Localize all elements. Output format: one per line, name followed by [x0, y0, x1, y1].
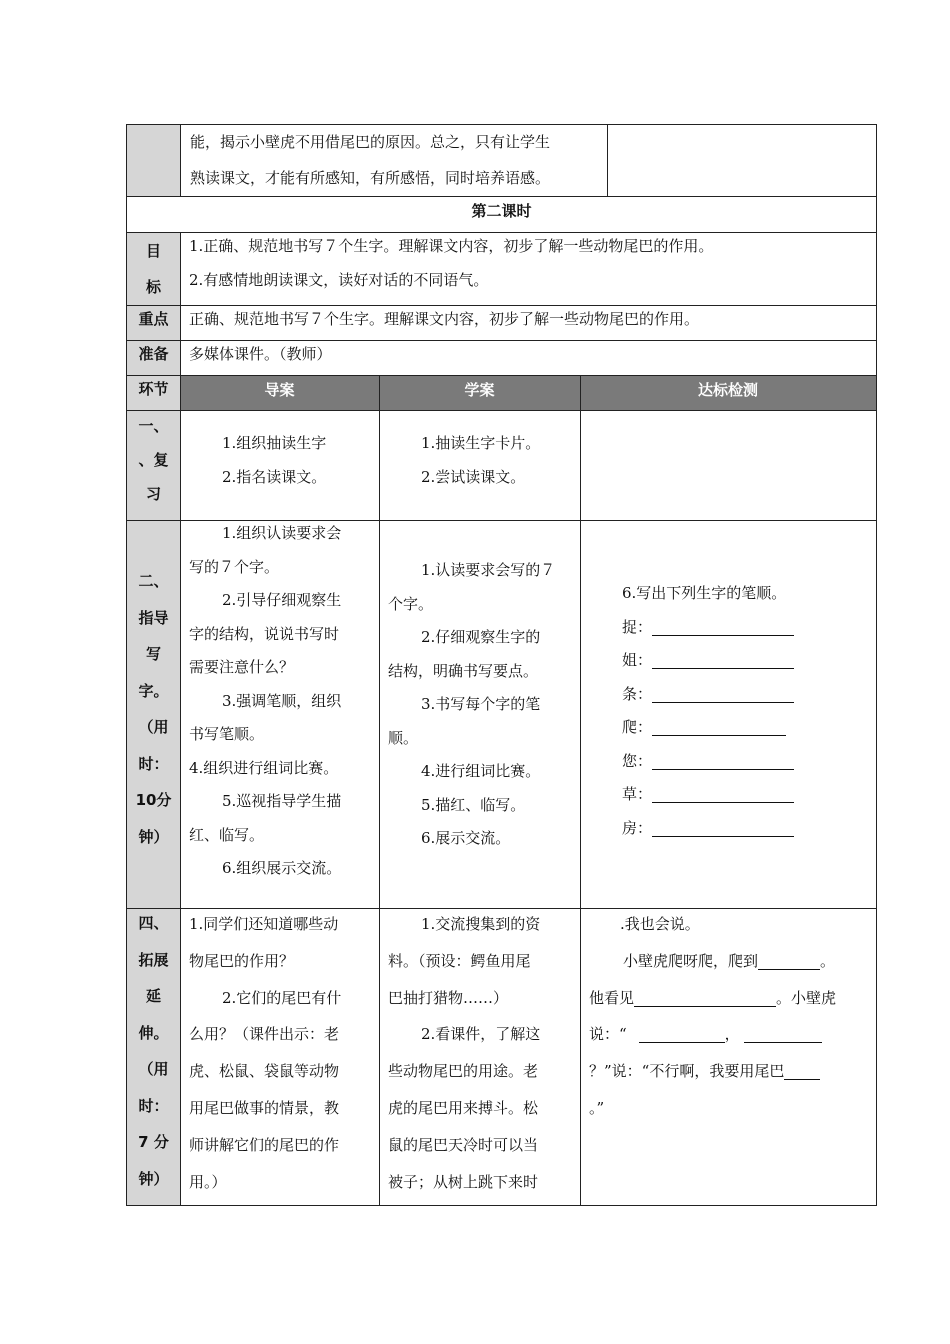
row2-label-line: 时：: [138, 754, 169, 773]
row2-guide: [189, 517, 341, 886]
row3-label: [127, 905, 180, 1197]
guide-line: 书写笔顺。: [189, 725, 265, 743]
row1-label-line: 一、: [138, 417, 169, 435]
goal-label-char: 目: [145, 242, 161, 260]
study-line: 6.展示交流。: [421, 829, 511, 847]
row2-label-line: 二、: [138, 572, 169, 590]
study-line: 5.描红、临写。: [421, 795, 526, 814]
study-line: 鼠的尾巴天冷时可以当: [388, 1135, 539, 1154]
check-text: ，: [724, 1025, 740, 1044]
answer-blank[interactable]: [758, 951, 820, 970]
goal-label: [127, 233, 180, 305]
study-line: 被子；从树上跳下来时: [388, 1172, 539, 1191]
answer-blank[interactable]: [652, 784, 794, 803]
check-line: [589, 943, 836, 980]
stroke-char: 您：: [622, 751, 653, 770]
answer-blank[interactable]: [744, 1024, 822, 1043]
goal-line: 2.有感情地朗读课文，读好对话的不同语气。: [189, 271, 489, 289]
guide-line: 3.强调笔顺，组织: [222, 691, 342, 710]
answer-blank[interactable]: [652, 684, 794, 703]
check-line: .我也会说。: [620, 915, 700, 933]
check-header: 达标检测: [697, 381, 758, 399]
study-line: 2.仔细观察生字的: [421, 628, 541, 646]
row3-label-line: 延: [145, 987, 161, 1005]
prep-label: 准备: [138, 345, 169, 363]
goal-label-char: 标: [145, 278, 161, 296]
row1-study: [388, 427, 540, 494]
guide-header: 导案: [264, 381, 295, 399]
text-line: 熟读课文，才能有所感知，有所感悟，同时培养语感。: [190, 169, 551, 187]
stroke-order-item: [622, 778, 794, 812]
stroke-char: 条：: [622, 684, 653, 703]
answer-blank[interactable]: [652, 717, 786, 736]
study-line: 些动物尾巴的用途。老: [388, 1062, 539, 1081]
study-line: 3.书写每个字的笔: [421, 695, 541, 713]
stroke-char: 爬：: [622, 718, 653, 736]
guide-line: 红、临写。: [189, 825, 265, 844]
answer-blank[interactable]: [652, 617, 794, 636]
row2-study: [388, 554, 555, 856]
row3-label-line: 拓展: [138, 950, 169, 969]
row2-label-line: 钟）: [138, 827, 169, 846]
check-title: 6.写出下列生字的笔顺。: [622, 584, 787, 602]
stroke-order-item: [622, 678, 794, 712]
stroke-order-item: [622, 644, 794, 678]
row2-label-line: 指导: [138, 608, 169, 627]
text-line: 能，揭示小壁虎不用借尾巴的原因。总之，只有让学生: [190, 133, 551, 151]
guide-line: 需要注意什么？: [189, 658, 295, 676]
stroke-char: 捉：: [622, 617, 653, 636]
guide-line: 么用？（课件出示：老: [189, 1025, 340, 1044]
study-line: 料。（预设：鳄鱼用尾: [388, 951, 531, 970]
study-line: 2.看课件，了解这: [421, 1025, 541, 1044]
check-text: 小壁虎爬呀爬，爬到: [623, 951, 759, 970]
stroke-order-item: [622, 745, 794, 779]
row1-label: [127, 409, 180, 511]
guide-line: 用尾巴做事的情景，教: [189, 1098, 340, 1117]
stroke-order-item: [622, 611, 794, 645]
key-point-text: 正确、规范地书写７个生字。理解课文内容，初步了解一些动物尾巴的作用。: [189, 310, 700, 328]
study-line: 1.交流搜集到的资: [421, 915, 541, 933]
answer-blank[interactable]: [652, 751, 794, 770]
row2-label-line: （用: [138, 718, 169, 736]
row3-guide: [189, 906, 341, 1200]
answer-blank[interactable]: [634, 988, 776, 1007]
check-text: ？”说：“不行啊，我要用尾巴: [589, 1062, 785, 1081]
guide-line: 用。）: [189, 1172, 227, 1191]
study-line: 4.进行组词比赛。: [421, 762, 541, 780]
row3-check: [589, 906, 836, 1127]
guide-line: 字的结构，说说书写时: [189, 624, 340, 643]
row2-label-line: 10分: [135, 791, 172, 809]
study-line: 个字。: [388, 594, 434, 613]
guide-line: 写的７个字。: [189, 557, 280, 576]
answer-blank[interactable]: [784, 1061, 820, 1080]
goal-line: 1.正确、规范地书写７个生字。理解课文内容，初步了解一些动物尾巴的作用。: [189, 237, 714, 255]
goal-text: [189, 229, 713, 297]
row2-check: [622, 577, 794, 845]
key-point-label: 重点: [138, 310, 169, 328]
row1-guide: [189, 427, 326, 494]
guide-line: 物尾巴的作用？: [189, 951, 295, 970]
guide-line: 2.引导仔细观察生: [222, 591, 342, 609]
stroke-char: 草：: [622, 785, 653, 803]
guide-line: 1.组织抽读生字: [222, 434, 327, 452]
answer-blank[interactable]: [652, 818, 794, 837]
guide-line: 1.同学们还知道哪些动: [189, 915, 339, 933]
guide-line: 4.组织进行组词比赛。: [189, 758, 339, 777]
row1-label-line: 习: [145, 485, 161, 503]
guide-line: 师讲解它们的尾巴的作: [189, 1135, 340, 1154]
row1-label-line: 、复: [138, 451, 169, 469]
row2-label-line: 写: [145, 645, 161, 663]
check-text: 。: [820, 951, 836, 970]
row3-label-line: （用: [138, 1060, 169, 1078]
row3-label-line: 钟）: [138, 1169, 169, 1188]
guide-line: 2.指名读课文。: [222, 467, 327, 486]
row3-study: [388, 906, 540, 1200]
stroke-char: 房：: [622, 818, 653, 837]
row3-label-line: 时：: [138, 1096, 169, 1115]
check-text: 。小壁虎: [776, 988, 837, 1007]
row2-label-line: 字。: [138, 681, 169, 700]
row2-label: [127, 563, 180, 855]
check-text: 说：“: [589, 1025, 627, 1044]
study-line: 顺。: [388, 728, 419, 747]
guide-line: 5.巡视指导学生描: [222, 792, 342, 810]
check-text: 他看见: [589, 988, 635, 1007]
prep-text: 多媒体课件。（教师）: [189, 345, 332, 363]
study-line: 虎的尾巴用来搏斗。松: [388, 1098, 539, 1117]
row3-label-line: 7 分: [138, 1133, 169, 1151]
guide-line: 2.它们的尾巴有什: [222, 988, 342, 1007]
study-line: 1.抽读生字卡片。: [421, 434, 541, 452]
stage-header: 环节: [138, 380, 169, 398]
check-line: [589, 1053, 836, 1090]
study-line: 巴抽打猎物……）: [388, 988, 509, 1007]
guide-line: 1.组织认读要求会: [222, 524, 342, 542]
guide-line: 6.组织展示交流。: [222, 859, 342, 877]
study-line: 1.认读要求会写的７: [421, 561, 556, 579]
top-row-text: [190, 124, 605, 196]
section-title: 第二课时: [471, 202, 532, 220]
row3-label-line: 四、: [138, 914, 169, 932]
stroke-char: 姐：: [622, 651, 653, 669]
stroke-order-item: [622, 711, 794, 745]
check-line: 。”: [589, 1098, 605, 1117]
study-line: 结构，明确书写要点。: [388, 661, 539, 680]
stroke-order-item: [622, 812, 794, 846]
top-row-label-cell: [127, 125, 180, 196]
check-line: [589, 1016, 836, 1053]
check-line: [589, 980, 836, 1017]
answer-blank[interactable]: [652, 650, 794, 669]
guide-line: 虎、松鼠、袋鼠等动物: [189, 1062, 340, 1081]
study-line: 2.尝试读课文。: [421, 467, 526, 486]
study-header: 学案: [464, 381, 495, 399]
answer-blank[interactable]: [639, 1024, 725, 1043]
row3-label-line: 伸。: [138, 1023, 169, 1042]
